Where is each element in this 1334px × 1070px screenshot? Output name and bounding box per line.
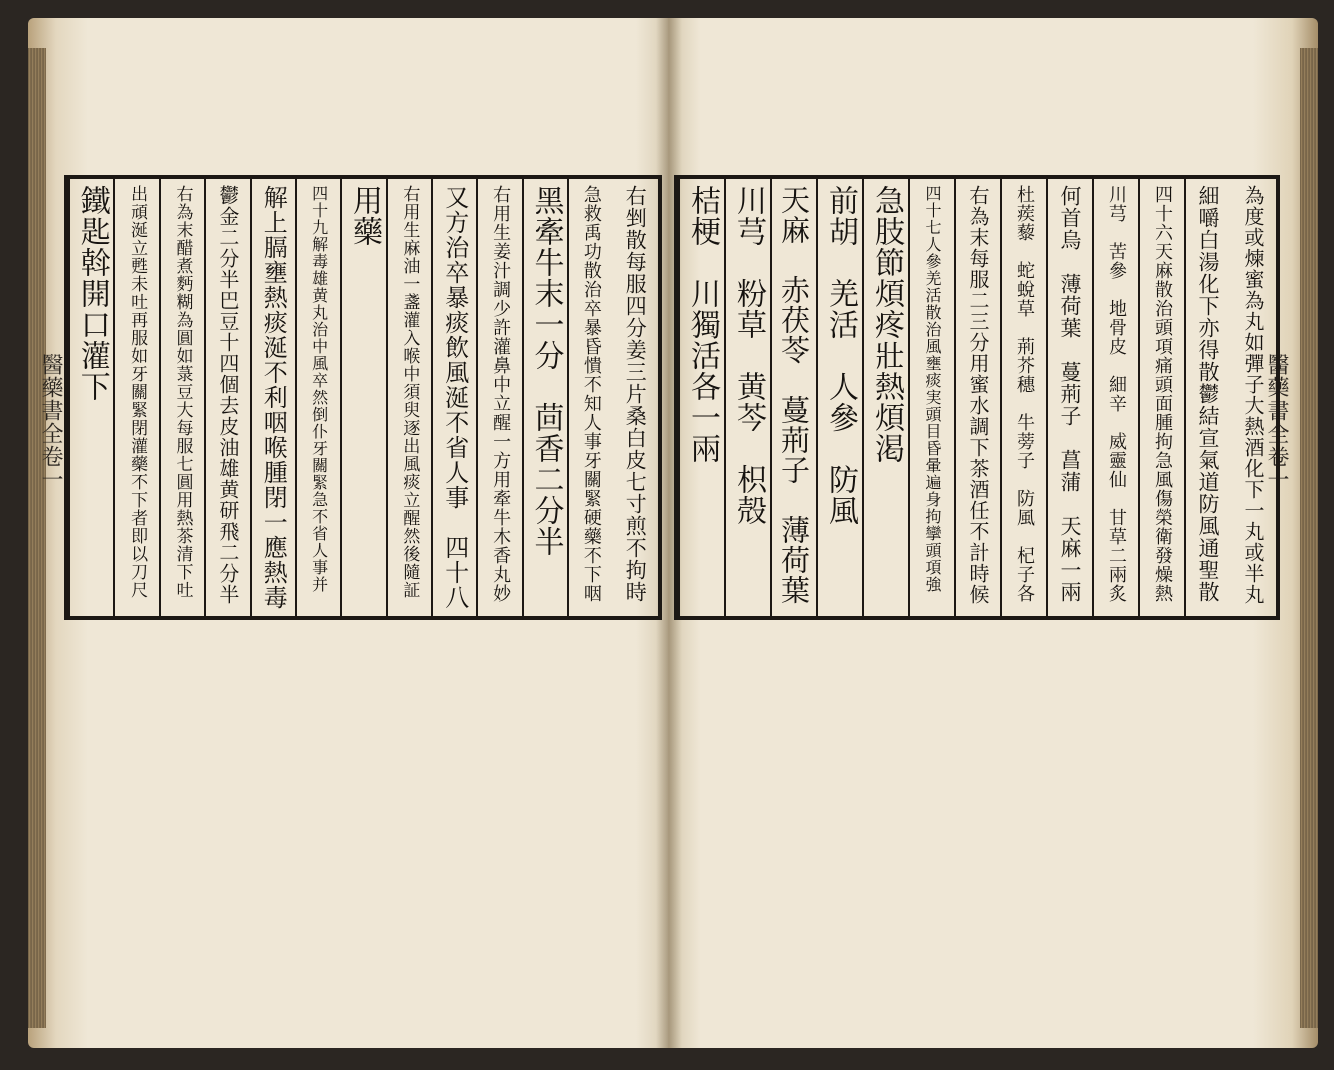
right-page-column xyxy=(816,179,862,616)
left-page-column xyxy=(250,179,295,616)
column-text: 用藥 xyxy=(346,185,382,247)
right-page-column xyxy=(1092,179,1138,616)
column-text: 右用生姜汁調少許灌鼻中立醒一方用牽牛木香丸妙 xyxy=(490,185,512,603)
column-text: 又方治卒暴痰飲風涎不省人事 四十八 xyxy=(440,185,469,610)
page-edges-right xyxy=(1300,48,1318,1028)
column-text: 天麻 赤茯苓 蔓荊子 薄荷葉 xyxy=(777,185,811,605)
column-text: 黑牽牛末一分 茴香二分半 xyxy=(528,185,564,557)
right-page-column xyxy=(1184,179,1230,616)
fold-label-left-text: 醫藥書全卷一 xyxy=(38,353,63,491)
fold-label-right-text: 醫藥書全卷一 xyxy=(1264,353,1289,491)
right-page-column xyxy=(678,179,724,616)
left-page-column xyxy=(68,179,113,616)
fold-label-left xyxy=(36,353,64,653)
left-page-column xyxy=(340,179,385,616)
right-page-column xyxy=(1000,179,1046,616)
right-page-column xyxy=(770,179,816,616)
column-text: 解上膈壅熱痰涎不利咽喉腫閉一應熱毒 xyxy=(259,185,288,610)
column-text: 急肢節煩疼壯熱煩渇 xyxy=(869,185,904,464)
right-text-frame xyxy=(674,175,1280,620)
left-page-column xyxy=(295,179,340,616)
column-text: 四十七人參羌活散治風壅痰実頭目昏暈遍身拘攣頭項強 xyxy=(923,185,942,593)
column-text: 急救禹功散治卒暴昏憒不知人事牙關緊硬藥不下咽 xyxy=(580,185,602,603)
right-page-column xyxy=(908,179,954,616)
column-text: 何首烏 薄荷葉 蔓荊子 菖蒲 天麻一兩 xyxy=(1058,185,1082,603)
column-text: 右剉散每服四分姜三片桑白皮七寸煎不拘時 xyxy=(623,185,648,603)
column-text: 杜蒺藜 蛇蛻草 荊芥穗 牛蒡子 防風 杞子各 xyxy=(1014,185,1035,603)
left-page-column xyxy=(522,179,567,616)
left-page-column xyxy=(476,179,521,616)
left-page-column xyxy=(567,179,612,616)
column-text: 鐵匙斡開口灌下 xyxy=(74,185,110,402)
right-page-column xyxy=(1230,179,1276,616)
column-text: 鬱金二分半巴豆十四個去皮油雄黄研飛二分半 xyxy=(215,185,240,605)
column-text: 川芎 苦參 地骨皮 細辛 威靈仙 甘草二兩炙 xyxy=(1106,185,1127,603)
left-page-column xyxy=(431,179,476,616)
column-text: 出頑涎立甦未吐再服如牙關緊閉灌藥不下者即以刀尺 xyxy=(127,185,148,599)
right-page-column xyxy=(954,179,1000,616)
column-text: 桔梗 川獨活各一兩 xyxy=(685,185,720,464)
column-text: 右用生麻油一盞灌入喉中須臾逐出風痰立醒然後隨証 xyxy=(399,185,420,599)
left-text-frame xyxy=(64,175,662,620)
left-page-column xyxy=(386,179,431,616)
column-text: 四十九解毒雄黄丸治中風卒然倒仆牙關緊急不省人事并 xyxy=(309,185,329,593)
left-page-column xyxy=(613,179,658,616)
column-text: 川芎 粉草 黄芩 枳殻 xyxy=(731,185,766,526)
left-page-column xyxy=(204,179,249,616)
right-page-column xyxy=(862,179,908,616)
column-text: 為度或煉蜜為丸如彈子大熱酒化下一丸或半丸 xyxy=(1241,185,1265,605)
right-page-column xyxy=(1046,179,1092,616)
column-text: 四十六天麻散治頭項痛頭面腫拘急風傷榮衛發燥熱 xyxy=(1152,185,1173,603)
left-page-column xyxy=(113,179,158,616)
right-page-column xyxy=(1138,179,1184,616)
right-page-column xyxy=(724,179,770,616)
column-text: 右為末醋煮麪糊為圓如菉豆大每服七圓用熱茶清下吐 xyxy=(172,185,193,599)
column-text: 前胡 羌活 人參 防風 xyxy=(823,185,858,526)
left-page-column xyxy=(159,179,204,616)
column-text: 右為末每服二三分用蜜水調下茶酒任不計時候 xyxy=(966,185,990,605)
open-book xyxy=(28,18,1318,1058)
column-text: 細嚼白湯化下亦得散鬱結宣氣道防風通聖散 xyxy=(1196,185,1220,603)
